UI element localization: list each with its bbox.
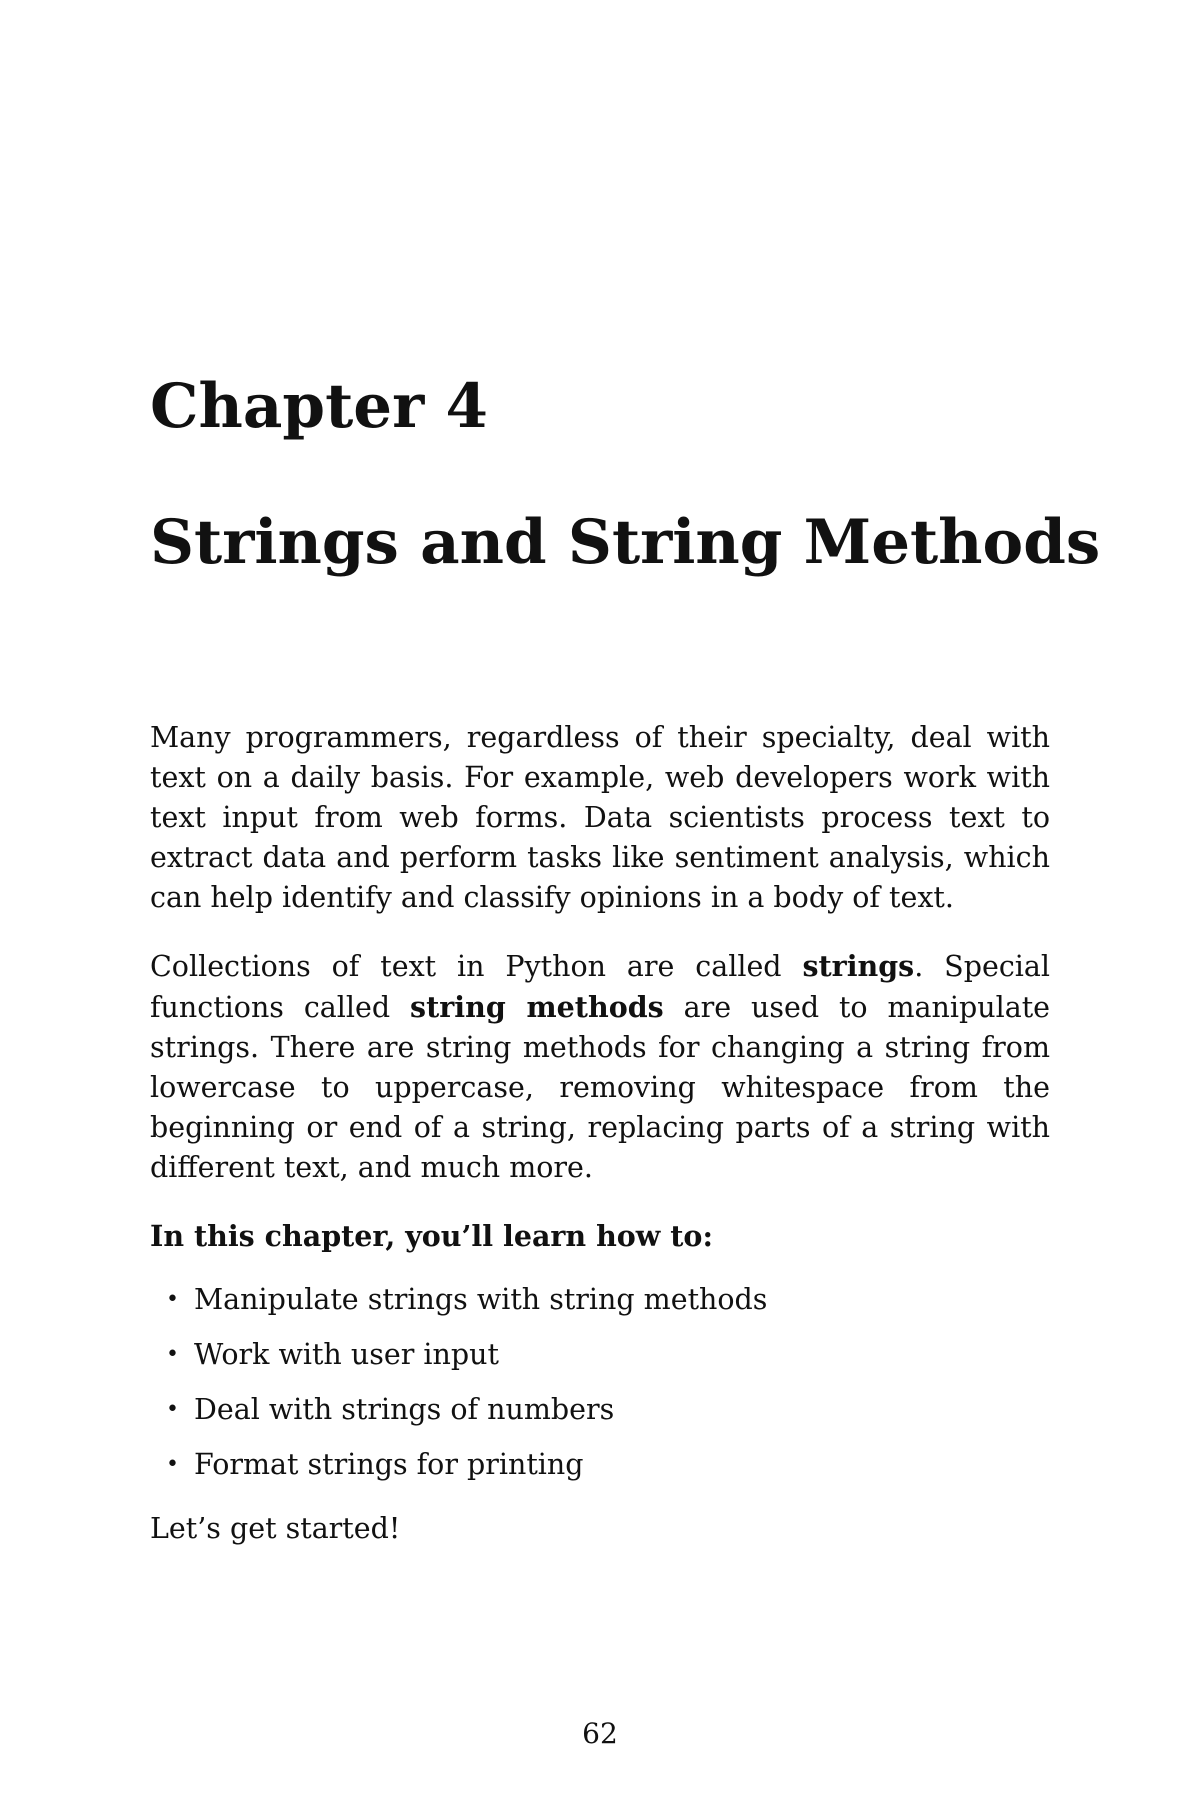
list-item (150, 1445, 1050, 1485)
list-item-text: Deal with strings of numbers (194, 1393, 615, 1426)
bullet-icon: • (166, 1397, 179, 1422)
bullet-icon: • (166, 1342, 179, 1367)
chapter-title: Strings and String Methods (150, 507, 1101, 578)
page-number: 62 (582, 1717, 618, 1750)
bullet-icon: • (166, 1452, 179, 1477)
chapter-label: Chapter 4 (150, 371, 488, 442)
list-item-text: Manipulate strings with string methods (194, 1283, 768, 1316)
list-item (150, 1280, 1050, 1320)
list-item (150, 1335, 1050, 1375)
learning-objectives-list (150, 1280, 1050, 1485)
term-string-methods: string methods (410, 990, 664, 1024)
paragraph-text: . Special functions called (150, 950, 1051, 1024)
intro-paragraph-2 (150, 946, 1050, 1188)
list-item-text: Work with user input (194, 1338, 499, 1371)
closing-line: Let’s get started! (150, 1512, 401, 1545)
paragraph-text: Collections of text in Python are called (150, 950, 803, 983)
chapter-body (150, 718, 1050, 1549)
intro-paragraph-1: Many programmers, regardless of their specialty, deal with text on a daily basis. For example, web developers work with text input from web forms. Data scientists process text to extract data and perform tasks like sentiment analysis, which can help identify and classify opinions in a body of text. (150, 721, 1050, 914)
paragraph-text: are used to manipulate strings. There are string methods for changing a string from lowercase to uppercase, removing whitespace from the beginning or end of a string, replacing parts of a string with different text, and much more. (150, 991, 1051, 1184)
bullet-icon: • (166, 1287, 179, 1312)
term-strings: strings (802, 949, 915, 983)
list-item-text: Format strings for printing (194, 1448, 584, 1481)
learn-heading: In this chapter, you’ll learn how to: (150, 1219, 713, 1253)
list-item (150, 1390, 1050, 1430)
